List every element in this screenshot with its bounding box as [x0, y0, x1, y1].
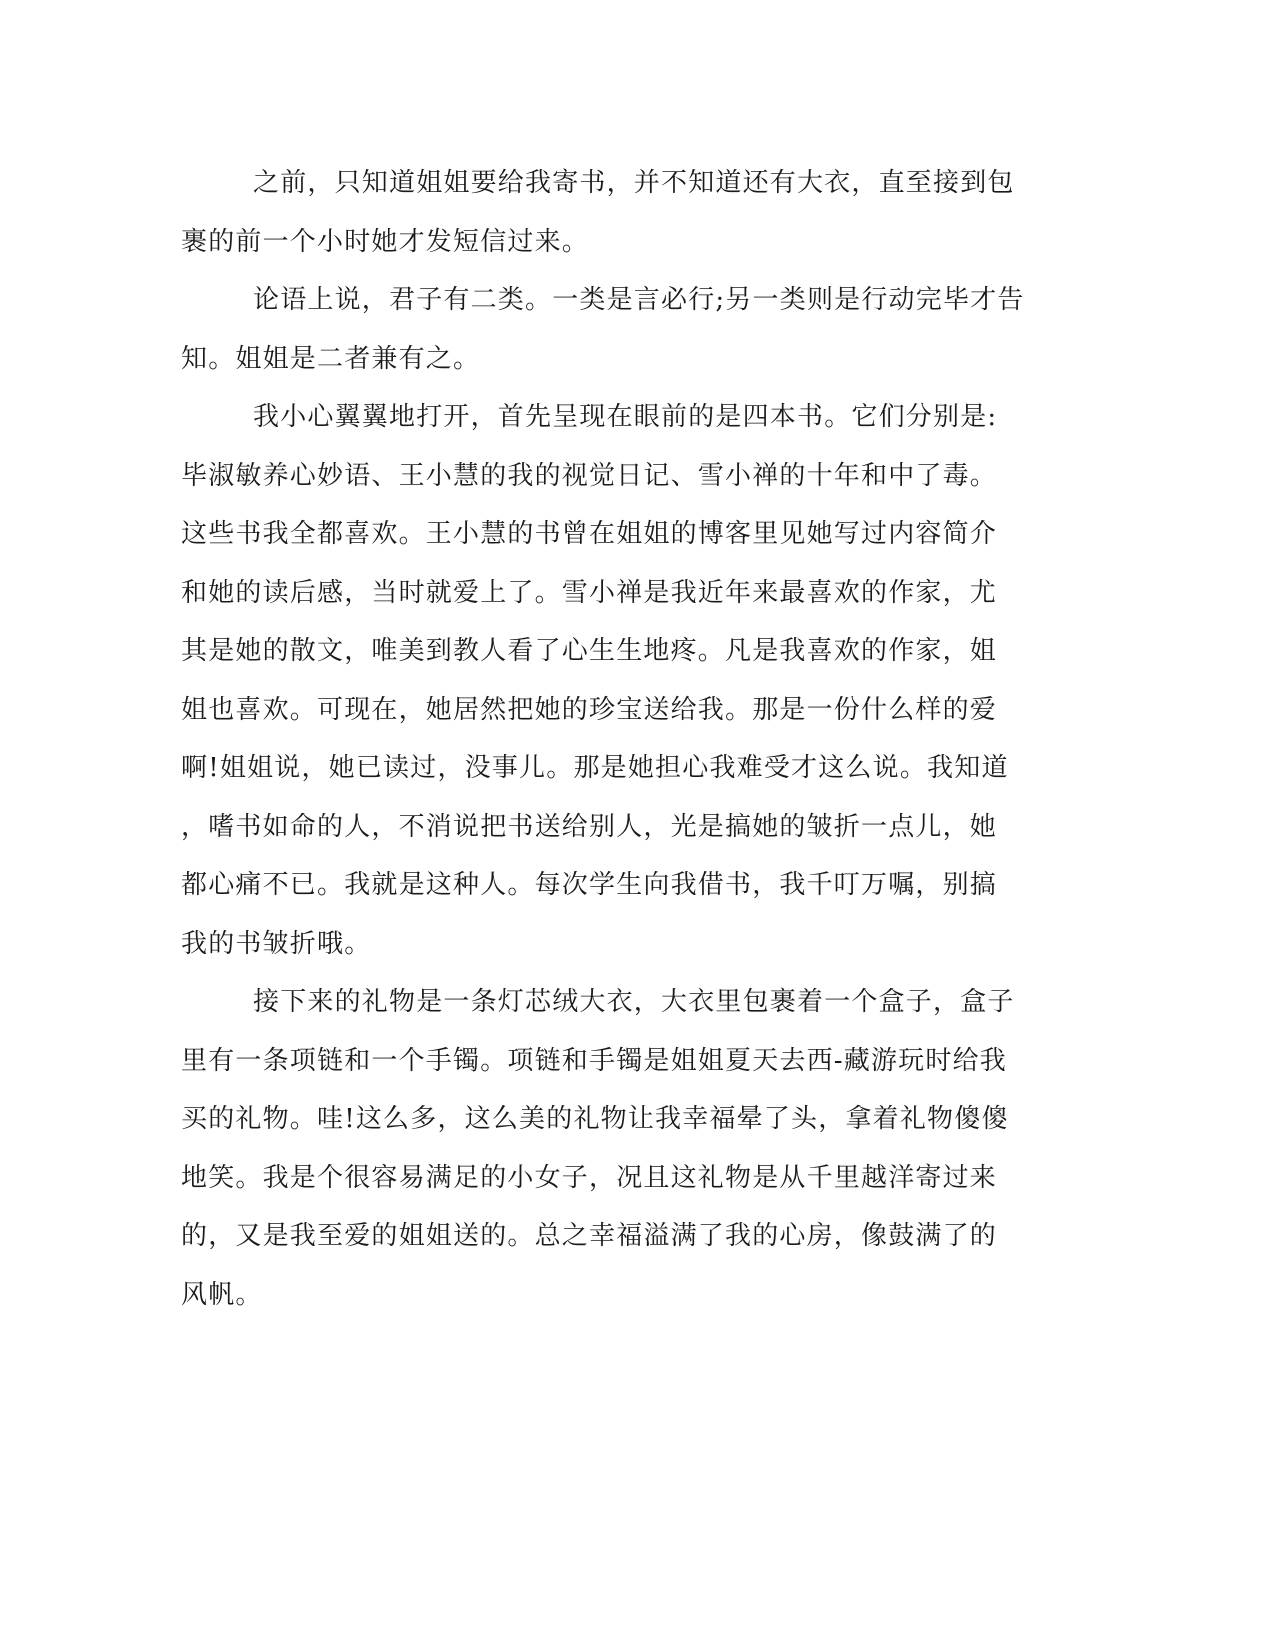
text-line: 知。姐姐是二者兼有之。: [181, 343, 481, 374]
text-line: ，嗜书如命的人，不消说把书送给别人，光是搞她的皱折一点儿，她: [181, 811, 998, 842]
text-line: 论语上说，君子有二类。一类是言必行;另一类则是行动完毕才告: [253, 285, 1025, 315]
text-line: 接下来的礼物是一条灯芯绒大衣，大衣里包裹着一个盒子，盒子: [253, 987, 1015, 1017]
text-line: 这些书我全都喜欢。王小慧的书曾在姐姐的博客里见她写过内容简介: [181, 519, 998, 549]
text-line: 我小心翼翼地打开，首先呈现在眼前的是四本书。它们分别是:: [253, 402, 998, 432]
text-line: 姐也喜欢。可现在，她居然把她的珍宝送给我。那是一份什么样的爱: [181, 694, 998, 725]
text-line: 和她的读后感，当时就爱上了。雪小禅是我近年来最喜欢的作家，尤: [181, 577, 998, 608]
article-body: [181, 154, 1041, 1324]
text-line: 之前，只知道姐姐要给我寄书，并不知道还有大衣，直至接到包: [253, 168, 1015, 198]
paragraph-1: [181, 154, 1041, 271]
text-line: 风帆。: [181, 1279, 263, 1310]
text-line: 毕淑敏养心妙语、王小慧的我的视觉日记、雪小禅的十年和中了毒。: [181, 460, 998, 491]
text-line: 里有一条项链和一个手镯。项链和手镯是姐姐夏天去西-藏游玩时给我: [181, 1045, 1007, 1076]
text-line: 其是她的散文，唯美到教人看了心生生地疼。凡是我喜欢的作家，姐: [181, 636, 998, 666]
text-line: 地笑。我是个很容易满足的小女子，况且这礼物是从千里越洋寄过来: [181, 1162, 998, 1193]
paragraph-3: [181, 388, 1041, 973]
text-line: 都心痛不已。我就是这种人。每次学生向我借书，我千叮万嘱，别搞: [181, 870, 998, 900]
text-line: 的，又是我至爱的姐姐送的。总之幸福溢满了我的心房，像鼓满了的: [181, 1221, 998, 1251]
paragraph-2: [181, 271, 1041, 388]
text-line: 买的礼物。哇!这么多，这么美的礼物让我幸福晕了头，拿着礼物傻傻: [181, 1104, 1009, 1134]
text-line: 啊!姐姐说，她已读过，没事儿。那是她担心我难受才这么说。我知道: [181, 753, 1009, 783]
paragraph-4: [181, 973, 1041, 1324]
text-line: 裹的前一个小时她才发短信过来。: [181, 226, 590, 257]
text-line: 我的书皱折哦。: [181, 928, 372, 959]
